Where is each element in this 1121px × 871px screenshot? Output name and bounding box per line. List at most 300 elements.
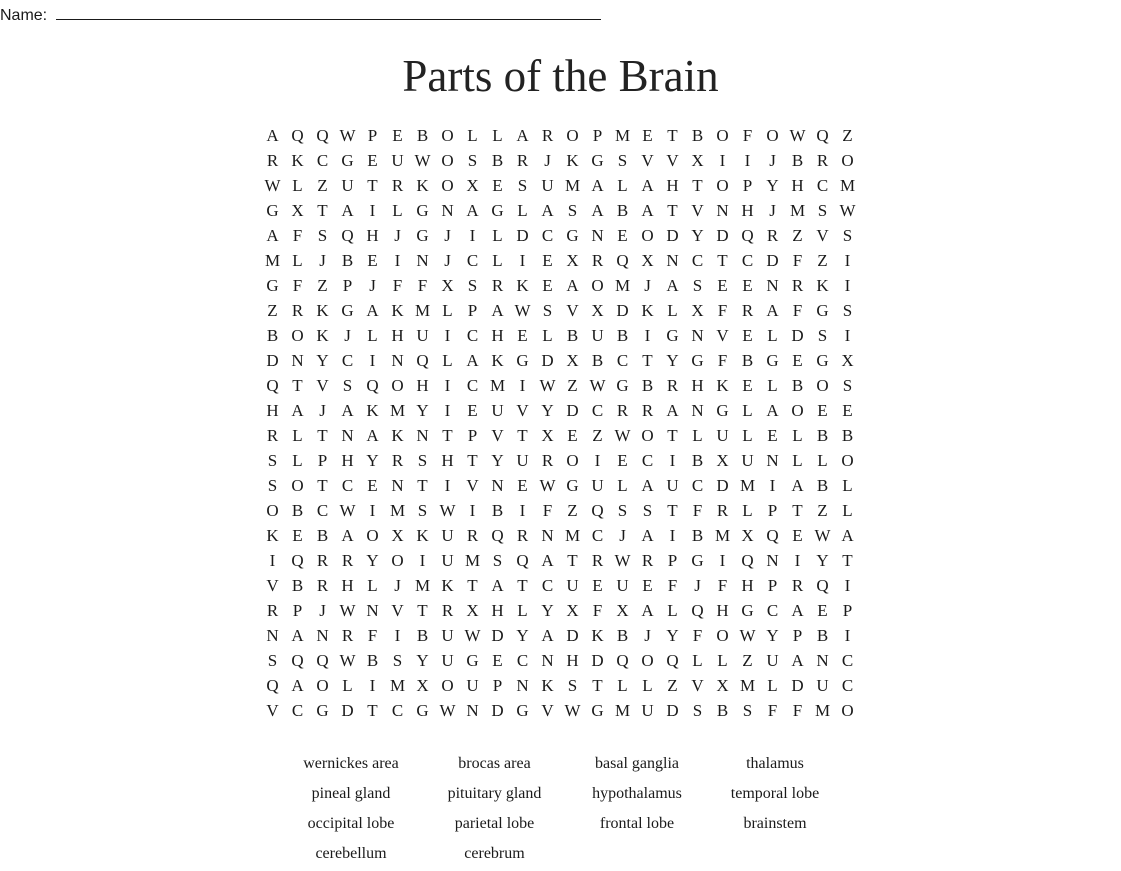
grid-letter[interactable]: P <box>667 551 678 570</box>
grid-letter[interactable]: L <box>492 226 503 245</box>
grid-letter[interactable]: B <box>691 126 704 145</box>
grid-letter[interactable]: F <box>717 576 728 595</box>
grid-letter[interactable]: E <box>792 526 803 545</box>
grid-letter[interactable]: E <box>367 151 378 170</box>
grid-letter[interactable]: E <box>792 351 803 370</box>
grid-letter[interactable]: V <box>691 201 704 220</box>
grid-letter[interactable]: K <box>816 276 829 295</box>
grid-letter[interactable]: S <box>692 276 703 295</box>
grid-letter[interactable]: B <box>816 476 829 495</box>
grid-letter[interactable]: A <box>516 126 529 145</box>
grid-letter[interactable]: X <box>416 676 429 695</box>
grid-letter[interactable]: A <box>591 201 604 220</box>
grid-letter[interactable]: Q <box>491 526 504 545</box>
grid-letter[interactable]: O <box>441 176 454 195</box>
grid-letter[interactable]: N <box>416 251 429 270</box>
grid-letter[interactable]: L <box>667 301 678 320</box>
grid-letter[interactable]: V <box>816 226 829 245</box>
grid-letter[interactable]: V <box>666 151 679 170</box>
grid-letter[interactable]: L <box>767 326 778 345</box>
grid-letter[interactable]: L <box>617 176 628 195</box>
grid-letter[interactable]: L <box>767 376 778 395</box>
grid-letter[interactable]: N <box>366 601 379 620</box>
grid-letter[interactable]: Q <box>366 376 379 395</box>
grid-letter[interactable]: R <box>391 176 404 195</box>
grid-letter[interactable]: K <box>416 526 429 545</box>
grid-letter[interactable]: G <box>666 326 679 345</box>
grid-letter[interactable]: M <box>564 526 581 545</box>
grid-letter[interactable]: R <box>266 601 279 620</box>
grid-letter[interactable]: D <box>666 226 679 245</box>
grid-letter[interactable]: N <box>391 351 404 370</box>
grid-letter[interactable]: Z <box>317 276 328 295</box>
grid-letter[interactable]: I <box>444 376 451 395</box>
grid-letter[interactable]: L <box>292 176 303 195</box>
grid-letter[interactable]: E <box>842 401 853 420</box>
grid-letter[interactable]: B <box>416 126 429 145</box>
grid-letter[interactable]: I <box>394 626 401 645</box>
grid-letter[interactable]: E <box>392 126 403 145</box>
grid-letter[interactable]: X <box>566 251 579 270</box>
grid-letter[interactable]: G <box>566 226 579 245</box>
grid-letter[interactable]: L <box>367 326 378 345</box>
grid-letter[interactable]: T <box>592 676 603 695</box>
grid-letter[interactable]: H <box>791 176 804 195</box>
grid-letter[interactable]: B <box>316 526 329 545</box>
grid-letter[interactable]: T <box>467 576 478 595</box>
grid-letter[interactable]: I <box>844 251 851 270</box>
grid-letter[interactable]: A <box>841 526 854 545</box>
grid-letter[interactable]: U <box>716 426 729 445</box>
grid-letter[interactable]: Y <box>766 626 779 645</box>
grid-letter[interactable]: L <box>617 476 628 495</box>
grid-letter[interactable]: G <box>691 551 704 570</box>
grid-letter[interactable]: C <box>466 376 479 395</box>
grid-letter[interactable]: M <box>839 176 856 195</box>
grid-letter[interactable]: G <box>266 276 279 295</box>
grid-letter[interactable]: R <box>391 451 404 470</box>
grid-letter[interactable]: W <box>539 376 556 395</box>
grid-letter[interactable]: R <box>541 126 554 145</box>
grid-letter[interactable]: Q <box>316 126 329 145</box>
grid-letter[interactable]: M <box>739 676 756 695</box>
grid-letter[interactable]: W <box>739 626 756 645</box>
grid-letter[interactable]: N <box>291 351 304 370</box>
grid-letter[interactable]: R <box>516 526 529 545</box>
grid-letter[interactable]: R <box>791 576 804 595</box>
grid-letter[interactable]: L <box>792 426 803 445</box>
grid-letter[interactable]: H <box>341 451 354 470</box>
grid-letter[interactable]: M <box>714 526 731 545</box>
grid-letter[interactable]: B <box>816 426 829 445</box>
grid-letter[interactable]: W <box>339 126 356 145</box>
grid-letter[interactable]: W <box>839 201 856 220</box>
grid-letter[interactable]: C <box>516 651 529 670</box>
grid-letter[interactable]: M <box>464 551 481 570</box>
grid-letter[interactable]: W <box>339 501 356 520</box>
grid-letter[interactable]: D <box>791 326 804 345</box>
grid-letter[interactable]: H <box>491 601 504 620</box>
grid-letter[interactable]: M <box>489 376 506 395</box>
grid-letter[interactable]: L <box>717 651 728 670</box>
grid-letter[interactable]: L <box>742 401 753 420</box>
grid-letter[interactable]: B <box>841 426 854 445</box>
grid-letter[interactable]: V <box>316 376 329 395</box>
grid-letter[interactable]: W <box>789 126 806 145</box>
grid-letter[interactable]: O <box>641 426 654 445</box>
grid-letter[interactable]: X <box>716 676 729 695</box>
grid-letter[interactable]: K <box>416 176 429 195</box>
grid-letter[interactable]: A <box>791 601 804 620</box>
grid-letter[interactable]: Q <box>616 651 629 670</box>
grid-letter[interactable]: Z <box>317 176 328 195</box>
grid-letter[interactable]: T <box>642 351 653 370</box>
grid-letter[interactable]: A <box>641 176 654 195</box>
grid-letter[interactable]: M <box>564 176 581 195</box>
grid-letter[interactable]: T <box>442 426 453 445</box>
grid-letter[interactable]: S <box>317 226 328 245</box>
grid-letter[interactable]: N <box>766 551 779 570</box>
grid-letter[interactable]: S <box>467 276 478 295</box>
grid-letter[interactable]: N <box>466 701 479 720</box>
grid-letter[interactable]: Z <box>567 501 578 520</box>
grid-letter[interactable]: X <box>566 601 579 620</box>
grid-letter[interactable]: I <box>844 626 851 645</box>
grid-letter[interactable]: J <box>769 201 776 220</box>
grid-letter[interactable]: A <box>641 476 654 495</box>
grid-letter[interactable]: I <box>844 576 851 595</box>
grid-letter[interactable]: C <box>616 351 629 370</box>
grid-letter[interactable]: L <box>292 251 303 270</box>
grid-letter[interactable]: U <box>466 676 479 695</box>
grid-letter[interactable]: A <box>541 201 554 220</box>
grid-letter[interactable]: U <box>566 576 579 595</box>
grid-letter[interactable]: I <box>744 151 751 170</box>
grid-letter[interactable]: N <box>816 651 829 670</box>
grid-letter[interactable]: G <box>416 226 429 245</box>
grid-letter[interactable]: G <box>266 201 279 220</box>
grid-letter[interactable]: G <box>616 376 629 395</box>
grid-letter[interactable]: A <box>266 226 279 245</box>
grid-letter[interactable]: I <box>419 551 426 570</box>
grid-letter[interactable]: C <box>341 476 354 495</box>
grid-letter[interactable]: S <box>817 326 828 345</box>
grid-letter[interactable]: R <box>266 151 279 170</box>
grid-letter[interactable]: K <box>541 676 554 695</box>
grid-letter[interactable]: G <box>516 351 529 370</box>
grid-letter[interactable]: L <box>517 601 528 620</box>
grid-letter[interactable]: L <box>742 501 753 520</box>
grid-letter[interactable]: O <box>291 326 304 345</box>
grid-letter[interactable]: C <box>691 476 704 495</box>
grid-letter[interactable]: D <box>616 301 629 320</box>
grid-letter[interactable]: N <box>591 226 604 245</box>
grid-letter[interactable]: V <box>266 701 279 720</box>
grid-letter[interactable]: W <box>589 376 606 395</box>
grid-letter[interactable]: W <box>614 426 631 445</box>
grid-letter[interactable]: O <box>841 151 854 170</box>
grid-letter[interactable]: E <box>292 526 303 545</box>
grid-letter[interactable]: H <box>266 401 279 420</box>
grid-letter[interactable]: C <box>541 226 554 245</box>
grid-letter[interactable]: A <box>666 401 679 420</box>
grid-letter[interactable]: L <box>292 451 303 470</box>
grid-letter[interactable]: Y <box>666 626 679 645</box>
grid-letter[interactable]: L <box>492 251 503 270</box>
grid-letter[interactable]: S <box>842 301 853 320</box>
grid-letter[interactable]: U <box>441 651 454 670</box>
grid-letter[interactable]: X <box>466 176 479 195</box>
grid-letter[interactable]: I <box>444 326 451 345</box>
grid-letter[interactable]: F <box>292 276 303 295</box>
grid-letter[interactable]: Y <box>666 351 679 370</box>
grid-letter[interactable]: K <box>391 426 404 445</box>
grid-letter[interactable]: L <box>842 476 853 495</box>
grid-letter[interactable]: E <box>817 601 828 620</box>
grid-letter[interactable]: A <box>341 526 354 545</box>
grid-letter[interactable]: V <box>541 701 554 720</box>
grid-letter[interactable]: L <box>517 201 528 220</box>
grid-letter[interactable]: U <box>766 651 779 670</box>
grid-letter[interactable]: N <box>666 251 679 270</box>
grid-letter[interactable]: U <box>666 476 679 495</box>
grid-letter[interactable]: L <box>792 451 803 470</box>
grid-letter[interactable]: I <box>669 451 676 470</box>
grid-letter[interactable]: K <box>316 326 329 345</box>
grid-letter[interactable]: J <box>369 276 376 295</box>
grid-letter[interactable]: P <box>492 676 503 695</box>
grid-letter[interactable]: Y <box>766 176 779 195</box>
grid-letter[interactable]: E <box>367 251 378 270</box>
grid-letter[interactable]: J <box>769 151 776 170</box>
grid-letter[interactable]: S <box>617 501 628 520</box>
grid-letter[interactable]: V <box>391 601 404 620</box>
grid-letter[interactable]: X <box>566 351 579 370</box>
grid-letter[interactable]: R <box>541 451 554 470</box>
grid-letter[interactable]: C <box>466 251 479 270</box>
grid-letter[interactable]: L <box>642 676 653 695</box>
grid-letter[interactable]: O <box>566 126 579 145</box>
grid-letter[interactable]: W <box>439 701 456 720</box>
grid-letter[interactable]: S <box>467 151 478 170</box>
grid-letter[interactable]: A <box>291 676 304 695</box>
grid-letter[interactable]: B <box>291 576 304 595</box>
grid-letter[interactable]: G <box>691 351 704 370</box>
grid-letter[interactable]: S <box>567 201 578 220</box>
grid-letter[interactable]: K <box>716 376 729 395</box>
grid-letter[interactable]: W <box>814 526 831 545</box>
grid-letter[interactable]: N <box>691 401 704 420</box>
grid-letter[interactable]: V <box>566 301 579 320</box>
grid-letter[interactable]: B <box>616 326 629 345</box>
grid-letter[interactable]: E <box>742 276 753 295</box>
grid-letter[interactable]: T <box>517 576 528 595</box>
grid-letter[interactable]: S <box>492 551 503 570</box>
grid-letter[interactable]: H <box>691 376 704 395</box>
grid-letter[interactable]: O <box>391 376 404 395</box>
grid-letter[interactable]: P <box>317 451 328 470</box>
grid-letter[interactable]: O <box>716 626 729 645</box>
grid-letter[interactable]: C <box>766 601 779 620</box>
grid-letter[interactable]: A <box>491 576 504 595</box>
grid-letter[interactable]: G <box>491 201 504 220</box>
grid-letter[interactable]: D <box>566 401 579 420</box>
grid-letter[interactable]: Y <box>416 651 429 670</box>
grid-letter[interactable]: G <box>716 401 729 420</box>
grid-letter[interactable]: N <box>766 451 779 470</box>
grid-letter[interactable]: R <box>616 401 629 420</box>
grid-letter[interactable]: N <box>766 276 779 295</box>
grid-letter[interactable]: Q <box>741 551 754 570</box>
grid-letter[interactable]: Z <box>792 226 803 245</box>
grid-letter[interactable]: Y <box>516 626 529 645</box>
grid-letter[interactable]: Z <box>817 251 828 270</box>
grid-letter[interactable]: I <box>369 501 376 520</box>
grid-letter[interactable]: L <box>392 201 403 220</box>
grid-letter[interactable]: L <box>817 451 828 470</box>
grid-letter[interactable]: N <box>491 476 504 495</box>
grid-letter[interactable]: W <box>339 601 356 620</box>
grid-letter[interactable]: A <box>641 601 654 620</box>
grid-letter[interactable]: O <box>641 226 654 245</box>
grid-letter[interactable]: I <box>394 251 401 270</box>
grid-letter[interactable]: J <box>544 151 551 170</box>
grid-letter[interactable]: C <box>541 576 554 595</box>
grid-letter[interactable]: O <box>441 126 454 145</box>
grid-letter[interactable]: A <box>641 526 654 545</box>
grid-letter[interactable]: V <box>641 151 654 170</box>
grid-letter[interactable]: K <box>366 401 379 420</box>
grid-letter[interactable]: T <box>317 476 328 495</box>
grid-letter[interactable]: N <box>416 426 429 445</box>
grid-letter[interactable]: O <box>641 651 654 670</box>
grid-letter[interactable]: H <box>366 226 379 245</box>
grid-letter[interactable]: I <box>844 276 851 295</box>
grid-letter[interactable]: U <box>441 551 454 570</box>
grid-letter[interactable]: I <box>719 151 726 170</box>
grid-letter[interactable]: S <box>267 651 278 670</box>
grid-letter[interactable]: B <box>266 326 279 345</box>
grid-letter[interactable]: P <box>467 301 478 320</box>
grid-letter[interactable]: B <box>791 151 804 170</box>
grid-letter[interactable]: E <box>642 126 653 145</box>
grid-letter[interactable]: I <box>269 551 276 570</box>
grid-letter[interactable]: Z <box>817 501 828 520</box>
grid-letter[interactable]: B <box>366 651 379 670</box>
grid-letter[interactable]: L <box>542 326 553 345</box>
grid-letter[interactable]: T <box>667 201 678 220</box>
grid-letter[interactable]: Q <box>516 551 529 570</box>
grid-letter[interactable]: E <box>467 401 478 420</box>
grid-letter[interactable]: H <box>491 326 504 345</box>
grid-letter[interactable]: V <box>266 576 279 595</box>
grid-letter[interactable]: A <box>366 301 379 320</box>
grid-letter[interactable]: U <box>441 626 454 645</box>
grid-letter[interactable]: F <box>742 126 753 145</box>
grid-letter[interactable]: A <box>341 401 354 420</box>
grid-letter[interactable]: Z <box>667 676 678 695</box>
grid-letter[interactable]: C <box>466 326 479 345</box>
grid-letter[interactable]: G <box>591 701 604 720</box>
grid-letter[interactable]: U <box>391 151 404 170</box>
grid-letter[interactable]: T <box>417 476 428 495</box>
grid-letter[interactable]: G <box>741 601 754 620</box>
grid-letter[interactable]: L <box>467 126 478 145</box>
grid-letter[interactable]: Z <box>267 301 278 320</box>
grid-letter[interactable]: E <box>742 376 753 395</box>
grid-letter[interactable]: R <box>791 276 804 295</box>
grid-letter[interactable]: H <box>566 651 579 670</box>
grid-letter[interactable]: E <box>592 576 603 595</box>
grid-letter[interactable]: Q <box>691 601 704 620</box>
grid-letter[interactable]: F <box>717 301 728 320</box>
grid-letter[interactable]: U <box>741 451 754 470</box>
grid-letter[interactable]: D <box>516 226 529 245</box>
grid-letter[interactable]: U <box>341 176 354 195</box>
grid-letter[interactable]: I <box>844 326 851 345</box>
grid-letter[interactable]: O <box>366 526 379 545</box>
grid-letter[interactable]: C <box>641 451 654 470</box>
grid-letter[interactable]: I <box>644 326 651 345</box>
grid-letter[interactable]: I <box>369 351 376 370</box>
grid-letter[interactable]: H <box>716 601 729 620</box>
grid-letter[interactable]: U <box>516 451 529 470</box>
grid-letter[interactable]: D <box>491 626 504 645</box>
grid-letter[interactable]: A <box>766 301 779 320</box>
grid-letter[interactable]: K <box>441 576 454 595</box>
grid-letter[interactable]: T <box>567 551 578 570</box>
grid-letter[interactable]: R <box>591 251 604 270</box>
grid-letter[interactable]: A <box>591 176 604 195</box>
grid-letter[interactable]: E <box>367 476 378 495</box>
grid-letter[interactable]: U <box>541 176 554 195</box>
grid-letter[interactable]: E <box>742 326 753 345</box>
grid-letter[interactable]: T <box>667 126 678 145</box>
grid-letter[interactable]: L <box>492 126 503 145</box>
grid-letter[interactable]: O <box>716 126 729 145</box>
grid-letter[interactable]: B <box>616 201 629 220</box>
grid-letter[interactable]: F <box>592 601 603 620</box>
grid-letter[interactable]: G <box>316 701 329 720</box>
grid-letter[interactable]: C <box>741 251 754 270</box>
grid-letter[interactable]: U <box>441 526 454 545</box>
grid-letter[interactable]: E <box>517 326 528 345</box>
grid-letter[interactable]: X <box>616 601 629 620</box>
grid-letter[interactable]: Z <box>592 426 603 445</box>
grid-letter[interactable]: I <box>769 476 776 495</box>
grid-letter[interactable]: I <box>369 201 376 220</box>
grid-letter[interactable]: J <box>444 251 451 270</box>
grid-letter[interactable]: Q <box>291 651 304 670</box>
grid-letter[interactable]: R <box>516 151 529 170</box>
grid-letter[interactable]: B <box>591 351 604 370</box>
grid-letter[interactable]: T <box>667 426 678 445</box>
grid-letter[interactable]: Q <box>316 651 329 670</box>
grid-letter[interactable]: O <box>791 401 804 420</box>
grid-letter[interactable]: S <box>817 201 828 220</box>
grid-letter[interactable]: T <box>792 501 803 520</box>
grid-letter[interactable]: A <box>291 401 304 420</box>
grid-letter[interactable]: Q <box>591 501 604 520</box>
grid-letter[interactable]: E <box>567 426 578 445</box>
grid-letter[interactable]: Q <box>416 351 429 370</box>
grid-letter[interactable]: A <box>266 126 279 145</box>
grid-letter[interactable]: G <box>416 201 429 220</box>
grid-letter[interactable]: G <box>816 301 829 320</box>
grid-letter[interactable]: N <box>441 201 454 220</box>
grid-letter[interactable]: U <box>591 476 604 495</box>
grid-letter[interactable]: Q <box>666 651 679 670</box>
